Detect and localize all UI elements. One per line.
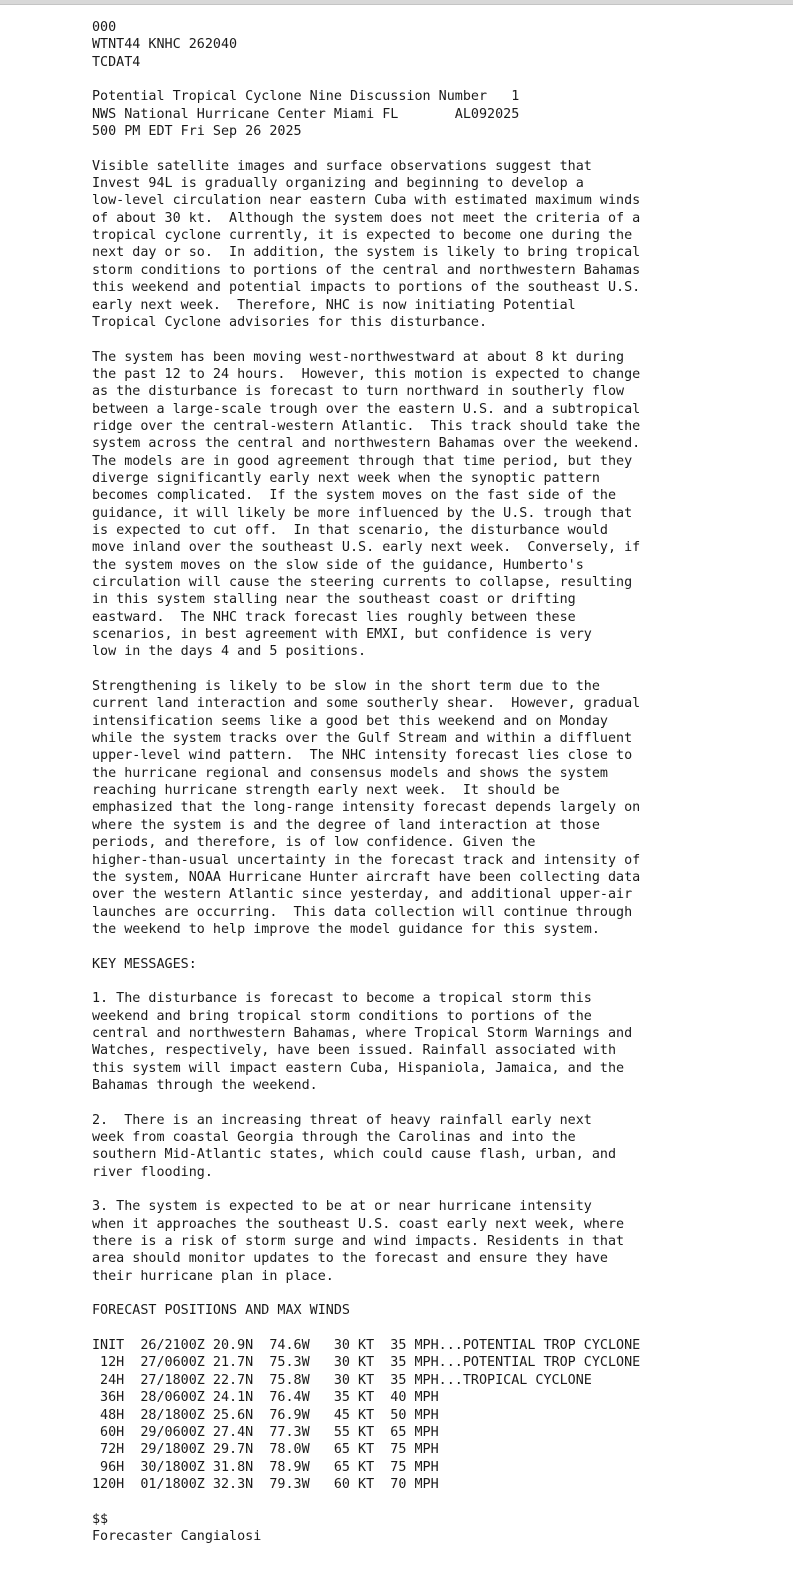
discussion-text: 000 WTNT44 KNHC 262040 TCDAT4 Potential Tropical Cyclone Nine Discussion Number 1 NWS National Hurricane Center Miami FL AL092025 500 PM EDT Fri Sep 26 2025 Visible satellite images and surface observations suggest that Invest 94L is gradually organizing and beginning to develop a low-level circulation near eastern Cuba with estimated maximum winds of about 30 kt. Although the system does not meet the criteria of a tropical cyclone currently, it is expected to become one during the next day or so. In addition, the system is likely to bring tropical storm conditions to portions of the central and northwestern Bahamas this weekend and potential impacts to portions of the southeast U.S. early next week. Therefore, NHC is now initiating Potential Tropical Cyclone advisories for this disturbance. The system has been moving west-northwestward at about 8 kt during the past 12 to 24 hours. However, this motion is expected to change as the disturbance is forecast to turn northward in southerly flow between a large-scale trough over the eastern U.S. and a subtropical ridge over the central-western Atlantic. This track should take the system across the central and northwestern Bahamas over the weekend. The models are in good agreement through that time period, but they diverge significantly early next week when the synoptic pattern becomes complicated. If the system moves on the fast side of the guidance, it will likely be more influenced by the U.S. trough that is expected to cut off. In that scenario, the disturbance would move inland over the southeast U.S. early next week. Conversely, if the system moves on the slow side of the guidance, Humberto's circulation will cause the steering currents to collapse, resulting in this system stalling near the southeast coast or drifting eastward. The NHC track forecast lies roughly between these scenarios, in best agreement with EMXI, but confidence is very low in the days 4 and 5 positions. Strengthening is likely to be slow in the short term due to the current land interaction and some southerly shear. However, gradual intensification seems like a good bet this weekend and on Monday while the system tracks over the Gulf Stream and within a diffluent upper-level wind pattern. The NHC intensity forecast lies close to the hurricane regional and consensus models and shows the system reaching hurricane strength early next week. It should be emphasized that the long-range intensity forecast depends largely on where the system is and the degree of land interaction at those periods, and therefore, is of low confidence. Given the higher-than-usual uncertainty in the forecast track and intensity of the system, NOAA Hurricane Hunter aircraft have been collecting data over the western Atlantic since yesterday, and additional upper-air launches are occurring. This data collection will continue through the weekend to help improve the model guidance for this system. KEY MESSAGES: 1. The disturbance is forecast to become a tropical storm this weekend and bring tropical storm conditions to portions of the central and northwestern Bahamas, where Tropical Storm Warnings and Watches, respectively, have been issued. Rainfall associated with this system will impact eastern Cuba, Hispaniola, Jamaica, and the Bahamas through the weekend. 2. There is an increasing threat of heavy rainfall early next week from coastal Georgia through the Carolinas and into the southern Mid-Atlantic states, which could cause flash, urban, and river flooding. 3. The system is expected to be at or near hurricane intensity when it approaches the southeast U.S. coast early next week, where there is a risk of storm surge and wind impacts. Residents in that area should monitor updates to the forecast and ensure they have their hurricane plan in place. FORECAST POSITIONS AND MAX WINDS INIT 26/2100Z 20.9N 74.6W 30 KT 35 MPH...POTENTIAL TROP CYCLONE 12H 27/0600Z 21.7N 75.3W 30 KT 35 MPH...POTENTIAL TROP CYCLONE 24H 27/1800Z 22.7N 75.8W 30 KT 35 MPH...TROPICAL CYCLONE 36H 28/0600Z 24.1N 76.4W 35 KT 40 MPH 48H 28/1800Z 25.6N 76.9W 45 KT 50 MPH 60H 29/0600Z 27.4N 77.3W 55 KT 65 MPH 72H 29/1800Z 29.7N 78.0W 65 KT 75 MPH 96H 30/1800Z 31.8N 78.9W 65 KT 75 MPH 120H 01/1800Z 32.3N 79.3W 60 KT 70 MPH $$ Forecaster Cangialosi xyxy=(92,20,641,1544)
top-border xyxy=(0,0,793,5)
